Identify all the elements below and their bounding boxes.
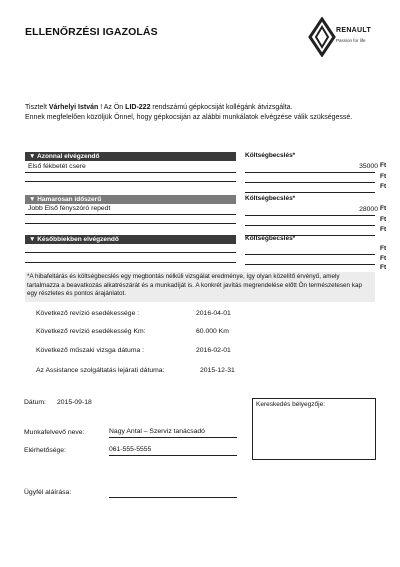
divider: [25, 223, 236, 224]
technical-inspection-label: Következő műszaki vizsga dátuma :: [36, 347, 145, 354]
intro-text-2: rendszámú gépkocsiját kollégánk átvizsgálta.: [152, 104, 293, 111]
section-later-heading: ▼ Későbbiekben elvégzendő: [25, 235, 236, 244]
page-title: ELLENŐRZÉSI IGAZOLÁS: [25, 26, 158, 38]
currency-label: Ft: [380, 245, 387, 252]
dealer-stamp-box: [252, 398, 376, 460]
currency-label: Ft: [380, 205, 387, 212]
greeting: Tisztelt: [25, 104, 47, 111]
divider: [245, 264, 375, 265]
section-soon-heading: ▼ Hamarosan időszerű: [25, 195, 236, 204]
section-later-cost-heading: Költségbecslés*: [245, 235, 296, 242]
divider: [25, 252, 236, 253]
renault-logo-icon: [306, 17, 338, 57]
technical-inspection-value: 2016-02-01: [196, 347, 231, 354]
divider: [25, 262, 236, 263]
section-immediate-amount: 35000: [359, 163, 378, 170]
currency-label: Ft: [380, 183, 387, 190]
license-plate: LID-222: [125, 104, 151, 111]
receiver-name-label: Munkafelvevő neve:: [24, 429, 85, 436]
signature-line[interactable]: [109, 497, 237, 498]
assistance-expiry-value: 2015-12-31: [200, 367, 235, 374]
dealer-stamp-label: Kereskedés bélyegzője:: [256, 401, 326, 408]
assistance-expiry-label: Az Assistance szolgáltatás lejárati dátuma:: [36, 367, 165, 374]
intro-text-1: ! Az Ön: [100, 104, 124, 111]
section-soon-amount: 28000: [359, 206, 378, 213]
currency-label: Ft: [380, 173, 387, 180]
next-service-date-value: 2016-04-01: [196, 310, 231, 317]
customer-name: Várhelyi István: [48, 104, 99, 111]
disclaimer-note: *A hibafeltárás és költségbecslés egy megbontás nélküli vizsgálat eredménye, így olyan közelítő érvényű, amely tartalmazza a beavatkozás alkatrészárát és a munkadíját is. A konkrét javítás megrendelése előtt Ön természetesen kap egy részletes és pontos árajánlatot.: [25, 272, 375, 302]
divider: [245, 192, 375, 193]
divider: [25, 172, 236, 173]
currency-label: Ft: [380, 264, 387, 271]
brand-name: RENAULT: [336, 27, 372, 34]
intro-text-3: Ennek megfelelően közöljük Önnel, hogy gépkocsiján az alábbi munkálatok elvégzése válik szükségessé.: [25, 113, 353, 121]
brand-tagline: Passion for life: [336, 38, 366, 43]
section-immediate-item: Első fékbetét csere: [28, 163, 86, 170]
contact-value: 061-555-5555: [109, 446, 237, 456]
divider: [25, 214, 236, 215]
contact-label: Elérhetősége:: [24, 447, 66, 454]
currency-label: Ft: [380, 216, 387, 223]
date-value: 2015-09-18: [57, 399, 92, 406]
divider: [245, 215, 375, 216]
next-service-km-value: 60.000 Km: [196, 328, 229, 335]
divider: [245, 254, 375, 255]
intro-paragraph: [25, 103, 375, 122]
divider: [25, 181, 236, 182]
currency-label: Ft: [380, 162, 387, 169]
section-soon-cost-heading: Költségbecslés*: [245, 195, 296, 202]
next-service-date-label: Következő revízió esedékessége :: [36, 310, 140, 317]
signature-label: Ügyfél aláírása:: [24, 489, 72, 496]
divider: [245, 172, 375, 173]
date-label: Dátum:: [24, 399, 46, 406]
divider: [245, 225, 375, 226]
currency-label: Ft: [380, 226, 387, 233]
section-immediate-cost-heading: Költségbecslés*: [245, 152, 296, 159]
currency-label: Ft: [380, 255, 387, 262]
divider: [245, 182, 375, 183]
next-service-km-label: Következő revízió esedékesség Km:: [36, 328, 146, 335]
receiver-name-value: Nagy Antal – Szerviz tanácsadó: [109, 428, 237, 438]
section-immediate-heading: ▼ Azonnal elvégzendő: [25, 152, 236, 161]
section-soon-item: Jobb Első fényszóró repedt: [28, 205, 111, 212]
